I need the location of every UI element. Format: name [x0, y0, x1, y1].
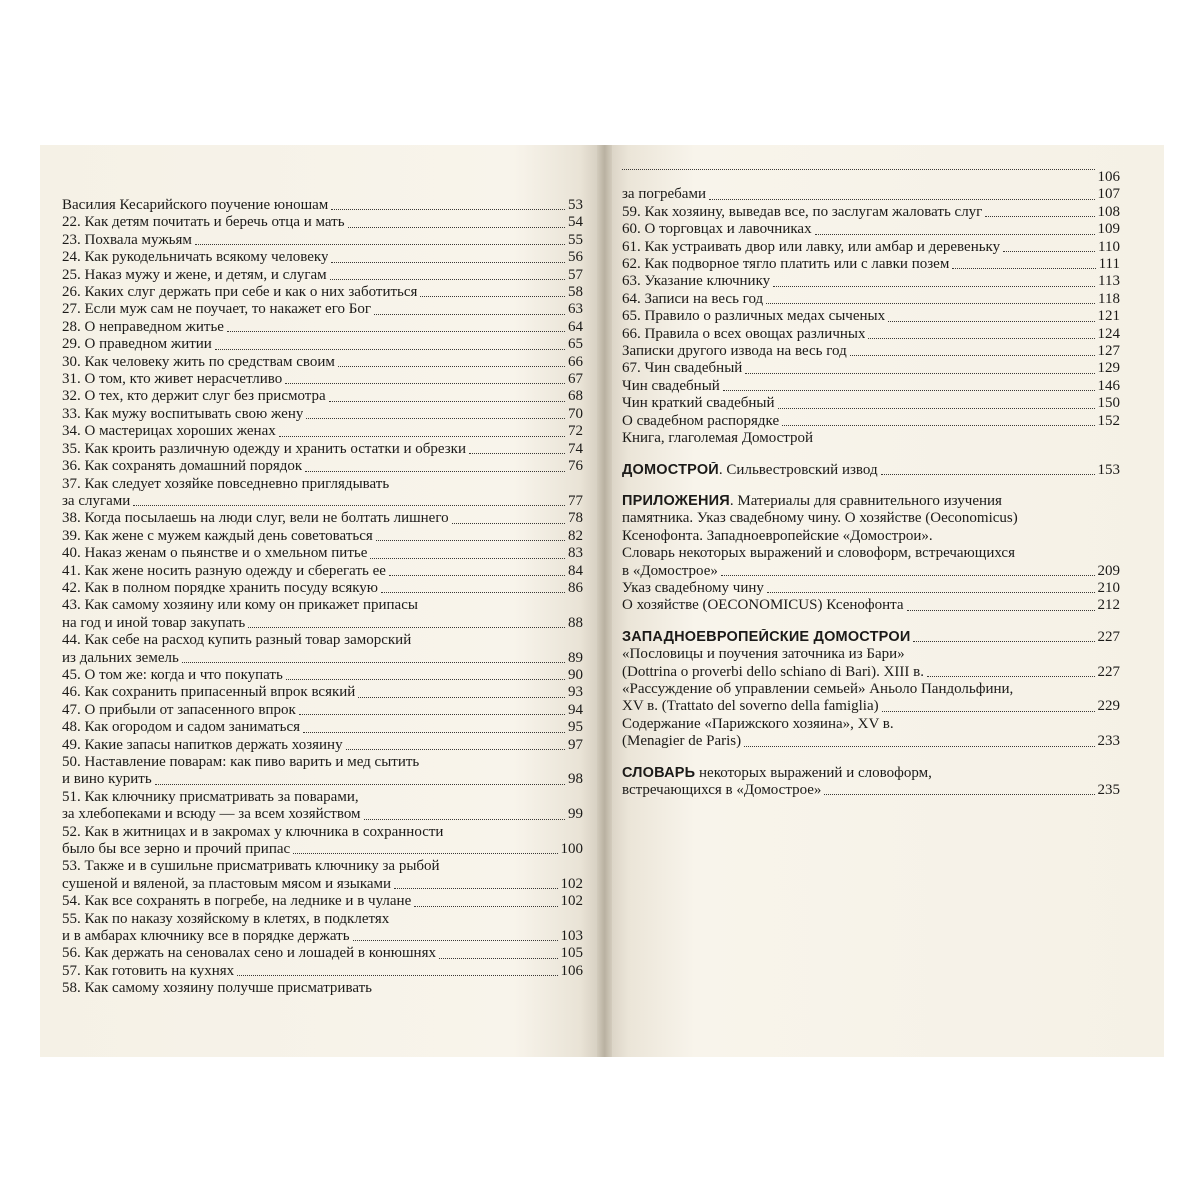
toc-entry: [622, 343, 1120, 360]
dot-leader: [452, 523, 565, 524]
toc-entry-title: Записки другого извода на весь год: [622, 343, 847, 360]
toc-entry: [62, 806, 583, 823]
toc-entry-title: 52. Как в житницах и в закромах у ключника в сохранности: [62, 823, 444, 840]
toc-entry-title: «Пословицы и поучения заточника из Бари»: [622, 646, 905, 663]
toc-entry: [62, 354, 583, 371]
toc-entry-title: О хозяйстве (OECONOMICUS) Ксенофонта: [622, 597, 904, 614]
toc-entry-title: 60. О торговцах и лавочниках: [622, 221, 812, 238]
toc-entry: [62, 684, 583, 701]
toc-page-number: 106: [560, 962, 583, 979]
dot-leader: [299, 714, 565, 715]
toc-entry-title: 59. Как хозяину, выведав все, по заслугам жаловать слуг: [622, 203, 983, 220]
toc-page-number: 58: [568, 284, 583, 301]
toc-entry: [622, 716, 1120, 733]
dot-leader: [907, 610, 1095, 611]
toc-section-heading-line: [622, 629, 1120, 646]
toc-entry-title: 45. О том же: когда и что покупать: [62, 666, 283, 683]
toc-page-number: 118: [1098, 290, 1120, 307]
toc-entry: [62, 945, 583, 962]
toc-entry: [62, 841, 583, 858]
toc-entry-title: 53. Также и в сушильне присматривать ключнику за рыбой: [62, 858, 440, 875]
dot-leader: [215, 349, 565, 350]
toc-entry-title: 38. Когда посылаешь на люди слуг, вели не болтать лишнего: [62, 510, 449, 527]
toc-entry-title: из дальних земель: [62, 649, 179, 666]
toc-continued-page: 106: [622, 169, 1120, 186]
dot-leader: [286, 679, 565, 680]
toc-entry: [62, 267, 583, 284]
toc-entry: [62, 911, 583, 928]
toc-page-number: 212: [1097, 597, 1120, 614]
toc-page-number: 107: [1097, 186, 1120, 203]
toc-page-number: 235: [1097, 782, 1120, 798]
toc-section-heading-line: [622, 765, 1120, 782]
toc-entry-title: 30. Как человеку жить по средствам своим: [62, 353, 335, 370]
toc-entry-title: 47. О прибыли от запасенного впрок: [62, 701, 296, 718]
dot-leader: [881, 474, 1095, 475]
left-toc: [62, 197, 583, 998]
dot-leader: [329, 401, 565, 402]
dot-leader: [338, 366, 565, 367]
dot-leader: [952, 268, 1095, 269]
toc-entry: [62, 632, 583, 649]
toc-page-number: 86: [568, 579, 583, 596]
dot-leader: [364, 819, 565, 820]
toc-entry-title: 27. Если муж сам не поучает, то накажет его Бог: [62, 301, 372, 318]
toc-page-number: 127: [1097, 343, 1120, 360]
section-heading-rest: некоторых выражений и словоформ,: [695, 764, 932, 781]
toc-entry-title: в «Домострое»: [622, 562, 718, 579]
toc-entry-title: 35. Как кроить различную одежду и хранить остатки и обрезки: [62, 440, 466, 457]
toc-entry-title: 22. Как детям почитать и беречь отца и мать: [62, 214, 345, 231]
toc-entry-title: 39. Как жене с мужем каждый день советоваться: [62, 527, 373, 544]
dot-leader: [469, 453, 565, 454]
toc-entry: [62, 928, 583, 945]
toc-entry-title: 36. Как сохранять домашний порядок: [62, 458, 303, 475]
toc-page-number: 97: [568, 736, 583, 753]
toc-section-heading-line: [622, 462, 1120, 479]
toc-entry-title: 41. Как жене носить разную одежду и сберегать ее: [62, 562, 386, 579]
toc-entry-title: 55. Как по наказу хозяйскому в клетях, в подклетях: [62, 910, 390, 927]
dot-leader: [376, 540, 565, 541]
dot-leader: [381, 592, 565, 593]
toc-entry: [622, 681, 1120, 698]
dot-leader: [331, 262, 565, 263]
toc-page-number: 77: [568, 492, 583, 509]
toc-entry: [622, 545, 1120, 562]
dot-leader: [913, 641, 1094, 642]
toc-page-number: 108: [1097, 203, 1120, 220]
toc-page-number: 229: [1097, 698, 1120, 715]
toc-page-number: 153: [1097, 461, 1120, 478]
dot-leader: [370, 558, 565, 559]
toc-entry: [62, 980, 583, 997]
toc-entry: [622, 360, 1120, 377]
dot-leader: [248, 627, 565, 628]
dot-leader: [815, 234, 1095, 235]
toc-entry-title: 50. Наставление поварам: как пиво варить и мед сытить: [62, 754, 420, 770]
toc-page-number: 152: [1097, 412, 1120, 429]
toc-entry-title: 34. О мастерицах хороших женах: [62, 423, 276, 440]
toc-entry-title: 33. Как мужу воспитывать свою жену: [62, 405, 304, 422]
toc-page-number: 227: [1097, 628, 1120, 645]
toc-entry-title: 48. Как огородом и садом заниматься: [62, 719, 301, 736]
left-page: [40, 145, 597, 1057]
toc-entry-title: 56. Как держать на сеновалах сено и лошадей в конюшнях: [62, 945, 436, 962]
toc-entry: [622, 597, 1120, 614]
toc-page-number: 82: [568, 527, 583, 544]
toc-page-number: 66: [568, 353, 583, 370]
toc-entry: [62, 893, 583, 910]
toc-entry: [622, 733, 1120, 750]
toc-page-number: 68: [568, 388, 583, 405]
dot-leader: [348, 227, 565, 228]
toc-page-number: 124: [1097, 325, 1120, 342]
toc-page-number: 74: [568, 440, 583, 457]
toc-entry-title: 61. Как устраивать двор или лавку, или амбар и деревеньку: [622, 238, 1001, 255]
dot-leader: [394, 888, 557, 889]
toc-entry-title: за погребами: [622, 186, 706, 203]
dot-leader: [882, 711, 1095, 712]
right-sections: [622, 462, 1120, 800]
toc-entry-title: 31. О том, кто живет нерасчетливо: [62, 371, 283, 388]
dot-leader: [331, 209, 565, 210]
dot-leader: [237, 975, 557, 976]
toc-page-number: 88: [568, 614, 583, 631]
toc-entry: [62, 754, 583, 771]
toc-entry-title: XV в. (Trattato del soverno della famiglia): [622, 698, 879, 715]
toc-entry: [62, 580, 583, 597]
toc-entry: [622, 186, 1120, 203]
dot-leader: [1003, 251, 1095, 252]
dot-leader: [744, 746, 1094, 747]
dot-leader: [824, 794, 1094, 795]
toc-entry: [62, 510, 583, 527]
section-heading: ПРИЛОЖЕНИЯ: [622, 492, 730, 509]
toc-entry-title: Ксенофонта. Западноевропейские «Домострои».: [622, 527, 933, 544]
toc-entry: [622, 782, 1120, 799]
toc-page-number: 56: [568, 249, 583, 266]
book-gutter: [597, 145, 612, 1057]
toc-entry: [62, 388, 583, 405]
toc-entry: [62, 284, 583, 301]
toc-page-number: 209: [1097, 562, 1120, 579]
right-page: [612, 145, 1164, 1057]
toc-page-number: 150: [1097, 395, 1120, 412]
section-heading: ЗАПАДНОЕВРОПЕЙСКИЕ ДОМОСТРОИ: [622, 628, 911, 645]
toc-section: [622, 765, 1120, 800]
toc-entry: [622, 326, 1120, 343]
dot-leader: [723, 390, 1095, 391]
dot-leader: [420, 296, 565, 297]
toc-entry: [622, 510, 1120, 527]
toc-entry: [62, 824, 583, 841]
toc-entry: [62, 650, 583, 667]
toc-page-number: 121: [1097, 308, 1120, 325]
toc-entry: [62, 858, 583, 875]
toc-entry-title: Словарь некоторых выражений и словоформ, встречающихся: [622, 545, 1015, 562]
toc-entry-title: 62. Как подворное тягло платить или с лавки позем: [622, 256, 950, 273]
toc-entry: [62, 301, 583, 318]
toc-entry: [622, 204, 1120, 221]
toc-page-number: 98: [568, 771, 583, 788]
toc-entry: [62, 249, 583, 266]
toc-entry: [62, 667, 583, 684]
toc-entry-title: 64. Записи на весь год: [622, 290, 764, 307]
dot-leader: [330, 279, 565, 280]
toc-entry: [62, 493, 583, 510]
toc-entry: [62, 319, 583, 336]
toc-entry: [62, 963, 583, 980]
toc-entry: [622, 430, 1120, 447]
dot-leader: [303, 732, 565, 733]
toc-entry-title: и в амбарах ключнику все в порядке держать: [62, 928, 350, 945]
toc-entry: [62, 232, 583, 249]
toc-page-number: 105: [560, 945, 583, 962]
toc-entry-title: и вино курить: [62, 771, 152, 788]
dot-leader: [927, 676, 1095, 677]
dot-leader: [778, 408, 1095, 409]
toc-page-number: 70: [568, 405, 583, 422]
right-toc: [622, 169, 1120, 799]
toc-entry: [622, 308, 1120, 325]
toc-entry: [622, 664, 1120, 681]
toc-entry: [62, 336, 583, 353]
toc-entry-title: за слугами: [62, 492, 131, 509]
toc-page-number: 64: [568, 318, 583, 335]
section-heading: ДОМОСТРОЙ: [622, 461, 719, 478]
toc-entry-title: 49. Какие запасы напитков держать хозяину: [62, 736, 343, 753]
toc-entry-title: за хлебопеками и всюду — за всем хозяйством: [62, 806, 361, 823]
dot-leader: [358, 697, 565, 698]
toc-entry-title: 29. О праведном житии: [62, 336, 212, 353]
toc-section-heading-line: [622, 493, 1120, 510]
toc-entry: [62, 876, 583, 893]
dot-leader: [133, 505, 565, 506]
toc-entry-title: памятника. Указ свадебному чину. О хозяйстве (Oeconomicus): [622, 510, 1018, 527]
toc-entry-title: сушеной и вяленой, за пластовым мясом и языками: [62, 875, 392, 892]
toc-entry: [62, 702, 583, 719]
toc-page-number: 84: [568, 562, 583, 579]
toc-page-number: 94: [568, 701, 583, 718]
dot-leader: [305, 471, 565, 472]
toc-page-number: 113: [1098, 273, 1120, 290]
toc-entry: [62, 615, 583, 632]
toc-entry: [622, 580, 1120, 597]
toc-entry-title: 63. Указание ключнику: [622, 273, 771, 290]
dot-leader: [985, 216, 1094, 217]
toc-entry-title: 54. Как все сохранять в погребе, на леднике и в чулане: [62, 893, 412, 910]
toc-entry: [62, 545, 583, 562]
toc-page-number: 76: [568, 458, 583, 475]
dot-leader: [293, 853, 557, 854]
toc-entry: [622, 239, 1120, 256]
toc-page-number: 65: [568, 336, 583, 353]
dot-leader: [285, 383, 565, 384]
toc-page-number: 233: [1097, 733, 1120, 750]
toc-page-number: 90: [568, 666, 583, 683]
toc-entry-title: Содержание «Парижского хозяина», XV в.: [622, 715, 894, 732]
toc-entry-title: 24. Как рукодельничать всякому человеку: [62, 249, 329, 266]
toc-section: [622, 462, 1120, 479]
toc-entry-title: 65. Правило о различных медах сыченых: [622, 308, 886, 325]
toc-page-number: 227: [1097, 663, 1120, 680]
toc-entry-title: 23. Похвала мужьям: [62, 231, 192, 248]
toc-section: [622, 629, 1120, 751]
dot-leader: [850, 355, 1095, 356]
toc-entry-title: 25. Наказ мужу и жене, и детям, и слугам: [62, 266, 327, 283]
toc-entry-title: О свадебном распорядке: [622, 412, 780, 429]
toc-entry-title: (Dottrina o proverbi dello schiano di Bari). XIII в.: [622, 663, 924, 680]
toc-page-number: 54: [568, 214, 583, 231]
toc-page-number: 129: [1097, 360, 1120, 377]
toc-entry-title: было бы все зерно и прочий припас: [62, 841, 291, 858]
dot-leader: [888, 321, 1094, 322]
toc-entry: [62, 771, 583, 788]
toc-entry: [622, 698, 1120, 715]
toc-entry: [62, 406, 583, 423]
dot-leader: [709, 199, 1095, 200]
toc-entry-title: 58. Как самому хозяину получше присматривать: [62, 980, 373, 997]
section-heading-rest: . Материалы для сравнительного изучения: [729, 492, 1002, 509]
toc-page-number: 63: [568, 301, 583, 318]
toc-page-number: 103: [560, 928, 583, 945]
toc-entry: [622, 256, 1120, 273]
dot-leader: [374, 314, 565, 315]
dot-leader: [227, 331, 565, 332]
toc-entry-title: Василия Кесарийского поучение юношам: [62, 197, 329, 213]
dot-leader: [773, 286, 1095, 287]
dot-leader: [389, 575, 565, 576]
toc-entry-title: 43. Как самому хозяину или кому он прикажет припасы: [62, 597, 418, 614]
toc-entry-title: Книга, глаголемая Домострой: [622, 430, 814, 447]
toc-page-number: 55: [568, 231, 583, 248]
toc-page-number: 72: [568, 423, 583, 440]
dot-leader: [766, 303, 1095, 304]
dot-leader: [414, 906, 557, 907]
toc-entry-title: Чин свадебный: [622, 377, 720, 394]
toc-page-number: 67: [568, 371, 583, 388]
dot-leader: [439, 958, 558, 959]
toc-page-number: 57: [568, 266, 583, 283]
toc-entry-title: «Рассуждение об управлении семьей» Аньоло Пандольфини,: [622, 680, 1014, 697]
toc-entry-title: 28. О неправедном житье: [62, 318, 224, 335]
dot-leader: [279, 436, 565, 437]
toc-page-number: 78: [568, 510, 583, 527]
toc-entry: [62, 458, 583, 475]
toc-entry: [62, 214, 583, 231]
toc-entry-title: 44. Как себе на расход купить разный товар заморский: [62, 632, 412, 649]
toc-entry-title: (Menagier de Paris): [622, 733, 742, 750]
toc-entry-title: Чин краткий свадебный: [622, 395, 775, 412]
toc-entry-title: 51. Как ключнику присматривать за поварами,: [62, 788, 359, 805]
dot-leader: [745, 373, 1094, 374]
toc-page-number: 109: [1097, 221, 1120, 238]
toc-entry-title: 26. Каких слуг держать при себе и как о них заботиться: [62, 284, 418, 301]
toc-page-number: 89: [568, 649, 583, 666]
dot-leader: [721, 575, 1095, 576]
toc-entry-title: 42. Как в полном порядке хранить посуду всякую: [62, 579, 379, 596]
toc-entry: [62, 737, 583, 754]
toc-entry-title: Указ свадебному чину: [622, 579, 764, 596]
toc-page-number: 110: [1098, 238, 1120, 255]
dot-leader: [306, 418, 565, 419]
dot-leader: [767, 592, 1095, 593]
toc-entry: [622, 273, 1120, 290]
toc-entry-title: 66. Правила о всех овощах различных: [622, 325, 866, 342]
toc-entry-title: 40. Наказ женам о пьянстве и о хмельном питье: [62, 545, 368, 562]
toc-entry-title: 46. Как сохранить припасенный впрок всякий: [62, 684, 356, 701]
toc-entry-title: 67. Чин свадебный: [622, 360, 743, 377]
toc-page-number: 93: [568, 684, 583, 701]
toc-entry: [62, 441, 583, 458]
dot-leader: [782, 425, 1094, 426]
dot-leader: [195, 244, 565, 245]
toc-entry-title: на год и иной товар закупать: [62, 614, 246, 631]
toc-page-number: 210: [1097, 579, 1120, 596]
right-entries: [622, 186, 1120, 447]
toc-entry: [622, 378, 1120, 395]
toc-entry: [62, 476, 583, 493]
toc-page-number: 102: [560, 875, 583, 892]
toc-page-number: 95: [568, 719, 583, 736]
section-heading: СЛОВАРЬ: [622, 764, 696, 781]
toc-entry-title: встречающихся в «Домострое»: [622, 782, 822, 798]
toc-entry: [62, 528, 583, 545]
toc-entry: [622, 646, 1120, 663]
toc-entry: [622, 528, 1120, 545]
toc-page-number: 111: [1098, 256, 1120, 273]
toc-entry: [62, 789, 583, 806]
toc-entry: [622, 563, 1120, 580]
dot-leader: [155, 784, 565, 785]
toc-entry: [62, 197, 583, 214]
toc-page-number: 99: [568, 806, 583, 823]
toc-entry-title: 37. Как следует хозяйке повседневно приглядывать: [62, 475, 390, 492]
toc-entry: [622, 221, 1120, 238]
toc-entry-title: 32. О тех, кто держит слуг без присмотра: [62, 388, 326, 405]
toc-page-number: 146: [1097, 377, 1120, 394]
toc-page-number: 53: [568, 197, 583, 213]
toc-entry: [62, 371, 583, 388]
toc-entry: [62, 563, 583, 580]
toc-page-number: 102: [560, 893, 583, 910]
section-heading-rest: . Сильвестровский извод: [718, 461, 878, 478]
toc-entry-title: 57. Как готовить на кухнях: [62, 962, 235, 979]
toc-page-number: 83: [568, 545, 583, 562]
toc-entry: [622, 291, 1120, 308]
dot-leader: [182, 662, 565, 663]
toc-section: [622, 493, 1120, 615]
toc-entry: [622, 395, 1120, 412]
dot-leader: [346, 749, 565, 750]
dot-leader: [868, 338, 1094, 339]
toc-entry: [62, 597, 583, 614]
toc-entry: [62, 423, 583, 440]
toc-entry: [62, 719, 583, 736]
dot-leader: [353, 940, 558, 941]
toc-page-number: 100: [560, 841, 583, 858]
toc-entry: [622, 413, 1120, 430]
